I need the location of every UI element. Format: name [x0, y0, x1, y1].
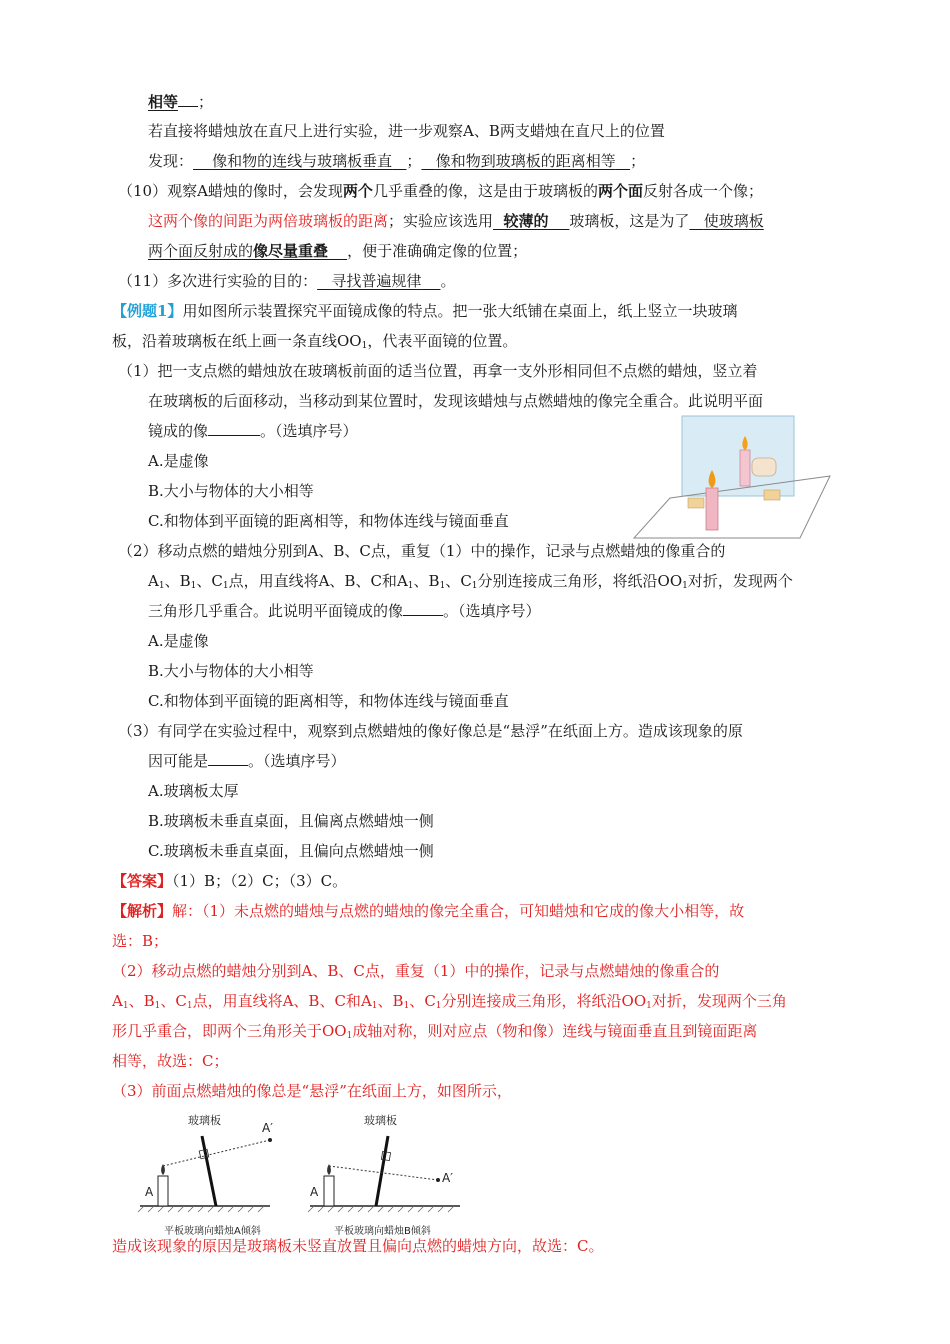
example-intro-2: 板，沿着玻璃板在纸上画一条直线$OO_1$，代表平面镜的位置。	[112, 332, 518, 351]
answer-line	[112, 871, 347, 891]
answer-equal: 相等	[148, 93, 179, 111]
q1-option-c: C.和物体到平面镜的距离相等，和物体连线与镜面垂直	[148, 512, 509, 530]
analysis-line4: $A_1$、$B_1$、$C_1$点，用直线将A、B、C和$A_1$、$B_1$、$C_1$分别连接成三角形，将纸沿$OO_1$对折，发现两个三角	[112, 992, 787, 1011]
q3-line1: （3）有同学在实验过程中，观察到点燃蜡烛的像好像总是“悬浮”在纸面上方。造成该现象的原	[118, 722, 743, 740]
q1-blank[interactable]	[208, 421, 260, 436]
q10-bold-two: 两个	[342, 182, 373, 200]
q10-line2: 这两个像的间距为两倍玻璃板的距离；实验应该选用 较薄的 玻璃板，这是为了 使玻璃板	[148, 212, 764, 230]
analysis-line5: 形几乎重合，即两个三角形关于$OO_1$成轴对称，则对应点（物和像）连线与镜面垂直且到镜面距离	[112, 1022, 758, 1041]
right-title: 玻璃板	[364, 1114, 397, 1127]
q2-option-a: A.是虚像	[148, 632, 209, 650]
q11-line: （11）多次进行实验的目的： 寻找普遍规律 。	[118, 272, 456, 290]
q10-answer-thin: 较薄的	[503, 212, 549, 230]
left-glass	[202, 1136, 216, 1206]
analysis-line2: 选：B；	[112, 932, 169, 950]
q1-line1: （1）把一支点燃的蜡烛放在玻璃板前面的适当位置，再拿一支外形相同但不点燃的蜡烛，竖立着	[118, 362, 758, 380]
left-obj-label: A	[145, 1185, 154, 1199]
prev-answer-line	[148, 92, 213, 112]
left-caption: 平板玻璃向蜡烛A倾斜	[164, 1226, 261, 1237]
block-right	[764, 490, 780, 500]
answer-text: （1）B；（2）C；（3）C。	[172, 872, 348, 890]
analysis-line1: 【解析】解：（1）未点燃的蜡烛与点燃的蜡烛的像完全重合，可知蜡烛和它成的像大小相等，故	[112, 902, 745, 920]
q2-line2: $A_1$、$B_1$、$C_1$点，用直线将A、B、C和$A_1$、$B_1$、$C_1$分别连接成三角形，将纸沿$OO_1$对折，发现两个	[148, 572, 793, 591]
analysis-line7: （3）前面点燃蜡烛的像总是“悬浮”在纸面上方，如图所示，	[112, 1082, 512, 1100]
q2-option-c: C.和物体到平面镜的距离相等，和物体连线与镜面垂直	[148, 692, 509, 710]
left-img-label: A′	[262, 1121, 273, 1135]
q10-line1: （10）观察A蜡烛的像时，会发现两个几乎重叠的像，这是由于玻璃板的两个面反射各成一个像；	[118, 182, 763, 200]
tilted-glass-figure	[130, 1108, 490, 1238]
discovery-answer-1: 像和物的连线与玻璃板垂直	[212, 152, 393, 170]
q3-option-c: C.玻璃板未垂直桌面，且偏向点燃蜡烛一侧	[148, 842, 434, 860]
example-intro-1: 【例题1】用如图所示装置探究平面镜成像的特点。把一张大纸铺在桌面上，纸上竖立一块玻璃	[112, 302, 738, 320]
glass-plate	[682, 416, 794, 496]
right-panel	[308, 1113, 460, 1237]
right-candle	[324, 1176, 334, 1206]
q3-line2: 因可能是 。（选填序号）	[148, 752, 346, 770]
analysis-line8: 造成该现象的原因是玻璃板未竖直放置且偏向点燃的蜡烛方向，故选：C。	[112, 1237, 604, 1255]
hand	[752, 458, 776, 476]
analysis-label: 【解析】	[112, 902, 173, 920]
q3-option-b: B.玻璃板未垂直桌面，且偏离点燃蜡烛一侧	[148, 812, 434, 830]
q2-line3: 三角形几乎重合。此说明平面镜成的像 。（选填序号）	[148, 602, 541, 620]
example-label: 【例题1】	[112, 302, 183, 320]
front-candle	[706, 488, 718, 530]
discovery-answer-2: 像和物到玻璃板的距离相等	[435, 152, 616, 170]
q1-line3: 镜成的像 。（选填序号）	[148, 422, 358, 440]
q10-answer-purpose-b: 两个面反射成的像尽量重叠	[148, 242, 329, 260]
candle-mirror-figure	[630, 410, 838, 540]
analysis-line6: 相等，故选：C；	[112, 1052, 229, 1070]
q3-blank[interactable]	[208, 751, 248, 766]
q1-option-b: B.大小与物体的大小相等	[148, 482, 314, 500]
right-caption: 平板玻璃向蜡烛B倾斜	[334, 1226, 431, 1237]
discovery-line: 发现： 像和物的连线与玻璃板垂直 ； 像和物到玻璃板的距离相等 ；	[148, 152, 646, 170]
right-obj-label: A	[310, 1185, 319, 1199]
q10-red-note: 这两个像的间距为两倍玻璃板的距离	[148, 212, 389, 230]
right-image-point	[436, 1178, 440, 1182]
q2-blank[interactable]	[403, 601, 443, 616]
q1-line2: 在玻璃板的后面移动，当移动到某位置时，发现该蜡烛与点燃蜡烛的像完全重合。此说明平面	[148, 392, 764, 410]
q2-option-b: B.大小与物体的大小相等	[148, 662, 314, 680]
q10-bold-two-faces: 两个面	[597, 182, 643, 200]
left-image-point	[268, 1138, 272, 1142]
left-panel	[138, 1113, 273, 1237]
ruler-instruction: 若直接将蜡烛放在直尺上进行实验，进一步观察A、B两支蜡烛在直尺上的位置	[148, 122, 665, 140]
left-candle	[158, 1176, 168, 1206]
discovery-label: 发现：	[148, 152, 194, 170]
q10-line3: 两个面反射成的像尽量重叠 ，便于准确确定像的位置；	[148, 242, 528, 260]
analysis-line3: （2）移动点燃的蜡烛分别到A、B、C点，重复（1）中的操作，记录与点燃蜡烛的像重合的	[112, 962, 720, 980]
back-candle	[740, 450, 750, 486]
punct: ；	[198, 93, 214, 111]
q3-option-a: A.玻璃板太厚	[148, 782, 239, 800]
answer-label: 【答案】	[112, 872, 173, 890]
q2-line1: （2）移动点燃的蜡烛分别到A、B、C点，重复（1）中的操作，记录与点燃蜡烛的像重合的	[118, 542, 726, 560]
right-flame	[327, 1164, 331, 1175]
q11-answer: 寻找普遍规律	[331, 272, 422, 290]
left-title: 玻璃板	[188, 1114, 221, 1127]
right-glass	[376, 1136, 388, 1206]
q10-answer-purpose-a: 使玻璃板	[703, 212, 764, 230]
right-img-label: A′	[442, 1171, 453, 1185]
block-left	[688, 498, 704, 508]
left-sightline	[163, 1140, 270, 1166]
q1-option-a: A.是虚像	[148, 452, 209, 470]
